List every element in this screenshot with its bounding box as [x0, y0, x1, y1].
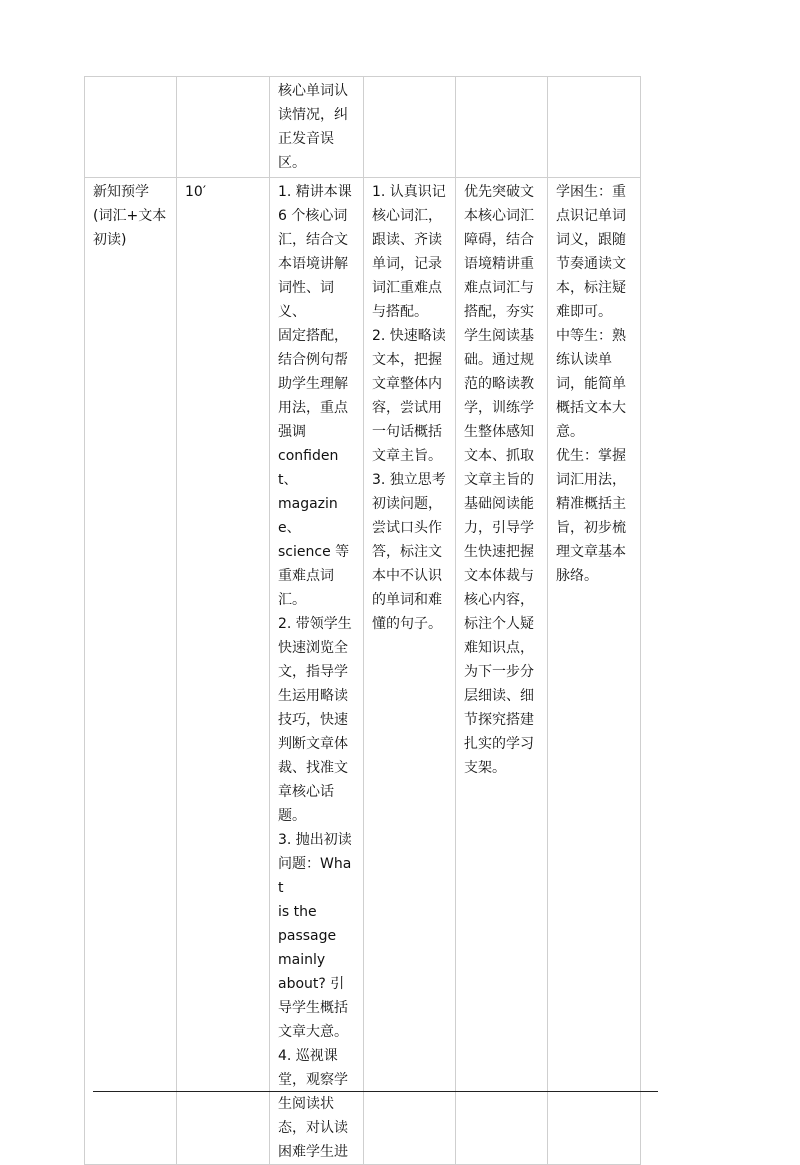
teacher-activity-2: 2. 带领学生 快速浏览全 文，指导学 生运用略读 技巧，快速 判断文章体 裁、找准文 章核心话 题。: [278, 616, 352, 824]
cell-student-activity-empty: [364, 77, 456, 178]
cell-differentiation-empty: [548, 77, 641, 178]
cell-stage-empty: [85, 77, 177, 178]
cell-student-activities: [364, 178, 456, 1165]
student-activity-1: 1. 认真识记 核心词汇， 跟读、齐读 单词，记录 词汇重难点 与搭配。: [372, 184, 446, 320]
teacher-activity-1: 1. 精讲本课 6 个核心词 汇，结合文 本语境讲解 词性、词义、 固定搭配， 结合例句帮 助学生理解 用法，重点 强调 confident、 magazine、 science 等 重难点词 汇。: [278, 184, 352, 608]
cell-stage: [85, 178, 177, 1165]
differentiation-strong: 优生：掌握 词汇用法， 精准概括主 旨，初步梳 理文章基本 脉络。: [556, 448, 626, 584]
cell-differentiation: [548, 178, 641, 1165]
stage-label: 新知预学 (词汇+文本 初读): [93, 184, 167, 248]
cell-teacher-activity-continued: [270, 77, 364, 178]
differentiation-average: 中等生：熟 练认读单 词，能简单 概括文本大 意。: [556, 328, 626, 440]
student-activity-3: 3. 独立思考 初读问题， 尝试口头作 答，标注文 本中不认识 的单词和难 懂的句子。: [372, 472, 446, 632]
differentiation-weak: 学困生：重 点识记单词 词义，跟随 节奏通读文 本，标注疑 难即可。: [556, 184, 626, 320]
footer-divider: [93, 1091, 658, 1092]
cell-duration: [177, 178, 270, 1165]
lesson-plan-table: [84, 76, 641, 1165]
cell-design-intent: [456, 178, 548, 1165]
design-intent-text: 优先突破文 本核心词汇 障碍，结合 语境精讲重 难点词汇与 搭配，夯实 学生阅读基 础。通过规 范的略读教 学，训练学 生整体感知 文本、抓取 文章主旨的 基础阅读能 力，引导学 生快速把握 文本体裁与 核心内容， 标注个人疑 难知识点， 为下一步分 层细读、细 节探究搭建 扎实的学习 支架。: [464, 184, 534, 776]
cell-teacher-activities: [270, 178, 364, 1165]
table-row-new-knowledge: [85, 178, 641, 1165]
teacher-activity-continued-text: 核心单词认 读情况，纠 正发音误 区。: [278, 83, 348, 171]
duration-value: 10′: [185, 184, 206, 200]
cell-duration-empty: [177, 77, 270, 178]
table-row-continuation: [85, 77, 641, 178]
teacher-activity-3: 3. 抛出初读 问题：What is the passage mainly about? 引 导学生概括 文章大意。: [278, 832, 352, 1040]
cell-design-intent-empty: [456, 77, 548, 178]
student-activity-2: 2. 快速略读 文本，把握 文章整体内 容，尝试用 一句话概括 文章主旨。: [372, 328, 446, 464]
teacher-activity-4: 4. 巡视课 堂，观察学 生阅读状 态，对认读 困难学生进: [278, 1048, 348, 1160]
